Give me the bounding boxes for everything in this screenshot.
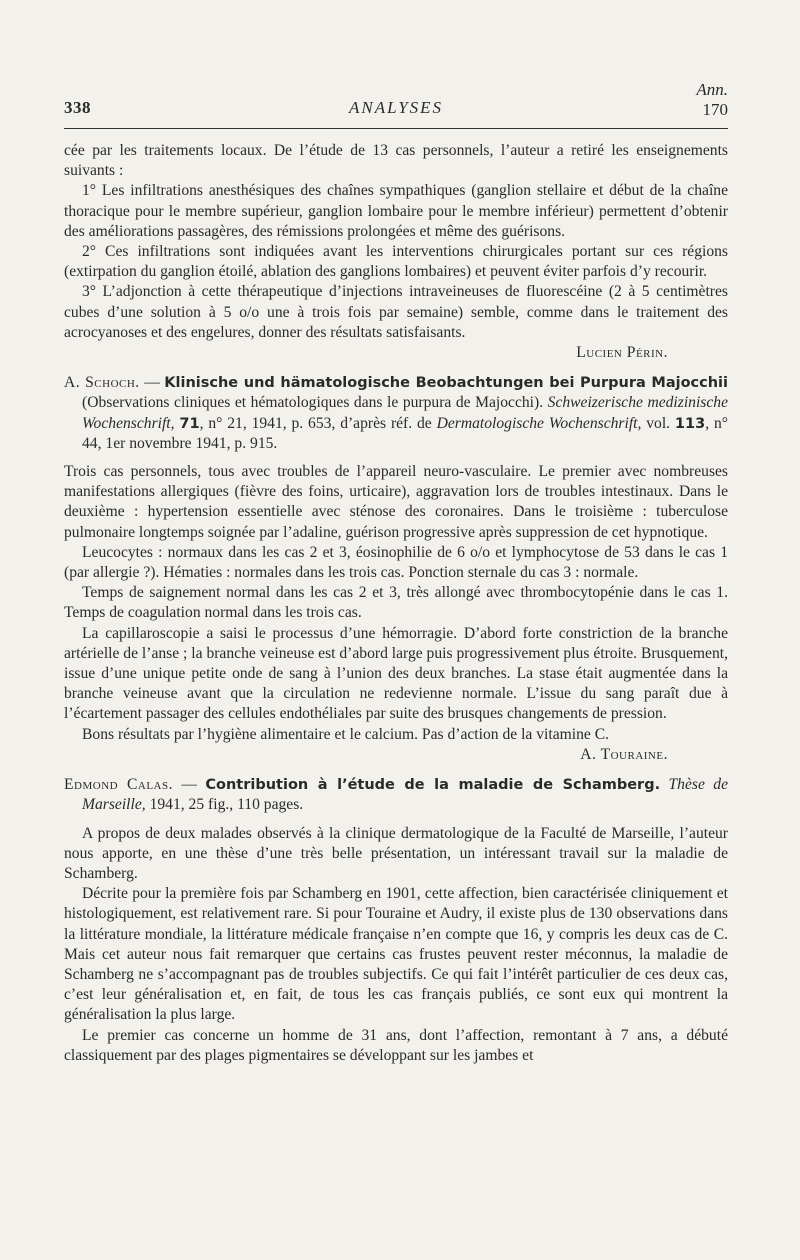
header-ann: Ann.: [696, 80, 728, 99]
page-number: 338: [64, 98, 91, 117]
citation-text: vol.: [641, 414, 675, 432]
journal-volume: 71: [179, 415, 200, 432]
paragraph: 1° Les infiltrations anesthésiques des chaînes sympathiques (ganglion stellaire et début de la chaîne thoracique pour le membre supérieur, ganglion lombaire pour le membre inférieur) permettent d’obtenir des améliorations passagères, des rémissions prolongées et même des guérisons.: [64, 182, 728, 240]
volume-number: 170: [702, 100, 728, 119]
paragraph: 2° Ces infiltrations sont indiquées avant les interventions chirurgicales portant sur ces régions (extirpation du ganglion étoilé, ablation des ganglions lombaires) et peuvent éviter parfois d’y recourir.: [64, 243, 728, 281]
journal-volume: 113: [674, 415, 706, 432]
paragraph: Temps de saignement normal dans les cas 2 et 3, très allongé avec thrombocytopénie dans le cas 1. Temps de coagulation normal dans les trois cas.: [64, 584, 728, 622]
citation-text: 1941, 25 fig., 110 pages.: [145, 796, 304, 814]
reviewer-signature: A. Touraine.: [580, 745, 668, 763]
paragraph: A propos de deux malades observés à la clinique dermatologique de la Faculté de Marseille, l’auteur nous apporte, en une thèse d’une très belle présentation, un intéressant travail sur la maladie de Schamberg.: [64, 824, 728, 882]
spacer: [64, 765, 728, 775]
citation-text: , n° 21, 1941, p. 653, d’après réf. de: [199, 414, 437, 432]
review-author: A. Schoch.: [64, 374, 140, 392]
citation-text: , n° 44, 1er novembre 1941, p. 915.: [82, 414, 728, 452]
paragraph: cée par les traitements locaux. De l’étude de 13 cas personnels, l’auteur a retiré les enseignements suivants :: [64, 142, 728, 180]
spacer: [64, 454, 728, 462]
review-author: Edmond Calas.: [64, 776, 173, 794]
citation-dash: —: [173, 776, 206, 794]
running-title: ANALYSES: [348, 98, 444, 117]
header-rule: [64, 128, 728, 129]
review-title: Klinische und hämatologische Beobachtungen bei Purpura Majocchii: [164, 375, 729, 392]
thesis-name: Thèse de Marseille,: [82, 776, 728, 814]
paragraph: Décrite pour la première fois par Schamberg en 1901, cette affection, bien caractérisée cliniquement et histologiquement, est relativement rare. Si pour Touraine et Audry, il existe plus de 130 observations dans la littérature mondiale, la littérature médicale française n’en compte que 16, y compris les deux cas de C. Mais cet auteur nous fait remarquer que certains cas frustes peuvent rester méconnus, la maladie de Schamberg ne s’accompagnant pas de troubles subjectifs. Ce qui fait l’intérêt particulier de ces deux cas, c’est leur généralisation et, en fait, de tous les cas français publiés, ce sont eux qui montrent la généralisation la plus large.: [64, 885, 728, 1024]
journal-name: Dermatologische Wochenschrift,: [436, 414, 642, 432]
spacer: [64, 363, 728, 373]
journal-name: Schweizerische medizinische Wochenschrift,: [82, 394, 728, 432]
paragraph: Bons résultats par l’hygiène alimentaire et le calcium. Pas d’action de la vitamine C.: [82, 725, 609, 743]
paragraph: 3° L’adjonction à cette thérapeutique d’injections intraveineuses de fluorescéine (2 à 5 centimètres cubes d’une solution à 5 o/o une à trois fois par semaine) semble, comme dans le traitement des acrocyanoses et des engelures, donner des résultats satisfaisants.: [64, 283, 728, 341]
review-citation: [64, 373, 728, 454]
paragraph: Le premier cas concerne un homme de 31 ans, dont l’affection, remontant à 7 ans, a débuté classiquement par des plages pigmentaires se développant sur les jambes et: [64, 1026, 728, 1064]
article-body: [64, 141, 728, 1066]
running-header: [64, 80, 728, 130]
review-citation: [64, 775, 728, 815]
review-subtitle: (Observations cliniques et hématologiques dans le purpura de Majocchi).: [82, 394, 548, 412]
review-title: Contribution à l’étude de la maladie de Schamberg.: [205, 777, 661, 794]
spacer: [64, 816, 728, 824]
reviewer-signature: Lucien Périn.: [576, 344, 668, 362]
paragraph: Leucocytes : normaux dans les cas 2 et 3, éosinophilie de 6 o/o et lymphocytose de 53 dans le cas 1 (par allergie ?). Hématies : normales dans les trois cas. Ponction sternale du cas 3 : normale.: [64, 543, 728, 582]
paragraph: La capillaroscopie a saisi le processus d’une hémorragie. D’abord forte constriction de la branche artérielle de l’anse ; la branche veineuse est d’abord large puis progressivement plus étroite. Brusquement, issue d’une unique petite onde de sang à l’union des deux branches. La stase était augmentée dans la branche veineuse avant que la circulation ne redevienne normale. L’issue du sang paraît due à l’écartement passager des cellules endothéliales par suite des brusques changements de pression.: [64, 624, 728, 723]
citation-dash: —: [139, 374, 165, 392]
paragraph: Trois cas personnels, tous avec troubles de l’appareil neuro-vasculaire. Le premier avec nombreuses manifestations allergiques (fièvre des foins, urticaire), aggravation lors de troubles intestinaux. Dans le deuxième : hypertension essentielle avec sténose des coronaires. Dans le troisième : tuberculose pulmonaire longtemps soignée par l’adaline, guérison progressive après suppression de cet hypnotique.: [64, 463, 728, 541]
